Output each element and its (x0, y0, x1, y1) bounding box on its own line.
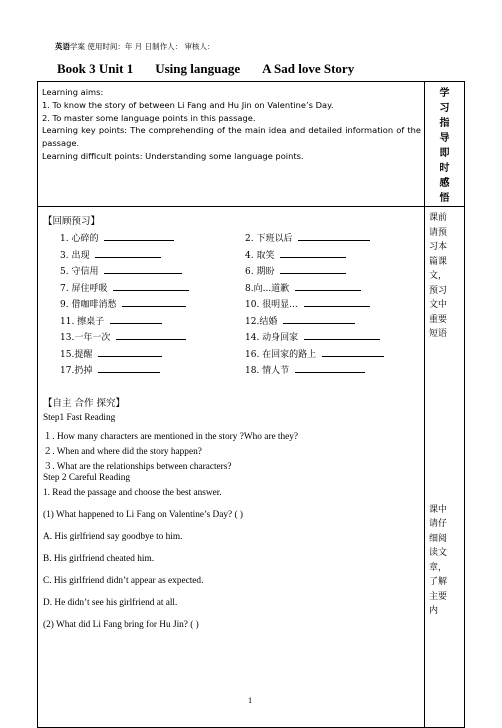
vocab-item (245, 347, 430, 364)
vocab-label: 18. 情人节 (245, 366, 290, 376)
answer-blank[interactable] (104, 231, 174, 241)
vocab-label: 16. 在回家的路上 (245, 349, 317, 360)
vocab-item (245, 231, 430, 248)
fast-question-3: ３. What are the relationships between characters? (43, 462, 232, 472)
vocab-row (60, 231, 430, 248)
vocab-label: 10. 很明显... (245, 300, 298, 310)
vocab-row (60, 330, 430, 347)
page-title (57, 61, 354, 77)
header-line (55, 41, 215, 52)
side-header-char: 即 (439, 148, 450, 159)
vocab-item (60, 231, 245, 248)
vocab-label: 14. 动身回家 (245, 333, 299, 343)
answer-blank[interactable] (298, 231, 370, 241)
answer-blank[interactable] (280, 248, 346, 258)
aims-line: Learning key points: The comprehending of the main idea and detailed information of the passage. (42, 125, 421, 149)
answer-blank[interactable] (283, 314, 355, 324)
vocab-item (245, 281, 430, 298)
side-header-char: 习 (439, 103, 450, 114)
aims-line: 2. To master some language points in this passage. (42, 112, 256, 123)
vocab-item (60, 264, 245, 281)
vocab-label: 11. 擦桌子 (60, 316, 105, 327)
answer-blank[interactable] (116, 330, 186, 340)
option-b: B. His girlfriend cheated him. (43, 554, 155, 564)
answer-blank[interactable] (98, 363, 160, 373)
side-note-line: 了解 (429, 577, 448, 587)
side-note-line: 预习 (429, 285, 448, 296)
vocab-item (60, 248, 245, 265)
vocab-item (245, 363, 430, 380)
side-header-char: 感 (439, 178, 450, 189)
vocab-label: 2. 下班以后 (245, 234, 293, 244)
side-note-line: 重要 (429, 314, 448, 325)
vocab-item (245, 264, 430, 281)
answer-blank[interactable] (304, 297, 370, 307)
mc-question-1: (1) What happened to Li Fang on Valentine’s Day? ( ) (43, 510, 244, 520)
vocab-row (60, 297, 430, 314)
title-book: Book 3 Unit 1 (57, 61, 134, 76)
vocab-label: 1. 心碎的 (60, 234, 99, 244)
vocab-item (60, 281, 245, 298)
vocab-row (60, 363, 430, 380)
aims-line: Learning aims: (42, 87, 104, 97)
side-header-char: 学 (439, 88, 450, 99)
vocab-item (245, 314, 430, 331)
side-note-line: 主要 (429, 591, 448, 602)
mc-question-2: (2) What did Li Fang bring for Hu Jin? ( ) (43, 620, 199, 630)
vocab-label: 6. 期盼 (245, 267, 275, 277)
step1-label: Step1 Fast Reading (43, 413, 116, 423)
side-note-line: 课前 (429, 213, 448, 223)
aims-line: Learning difficult points: Understanding some language points. (42, 150, 304, 161)
vocab-item (245, 330, 430, 347)
side-note-line: 篇课 (429, 256, 448, 267)
vocab-label: 8.向...道歉 (245, 283, 290, 294)
vocab-row (60, 314, 430, 331)
option-c: C. His girlfriend didn’t appear as expected. (43, 576, 204, 586)
fast-question-1: １. How many characters are mentioned in the story ?Who are they? (43, 432, 299, 442)
vocab-label: 13.一年一次 (60, 333, 111, 343)
vocab-label: 4. 取笑 (245, 250, 275, 261)
vocab-label: 3. 出现 (60, 250, 90, 261)
vocab-item (60, 330, 245, 347)
vocab-item (60, 314, 245, 331)
side-header-char: 导 (439, 133, 450, 144)
vocab-label: 17.扔掉 (60, 366, 93, 376)
title-story: A Sad love Story (262, 61, 355, 76)
side-header (425, 82, 464, 206)
side-note-line: 文中 (429, 300, 448, 310)
answer-blank[interactable] (280, 264, 346, 274)
side-header-char: 指 (439, 118, 450, 129)
side-note-line: 读文 (429, 548, 448, 558)
vocab-row (60, 248, 430, 265)
vocab-label: 5. 守信用 (60, 267, 99, 277)
side-note-line: 课中 (429, 504, 448, 515)
side-note-line: 细阅 (429, 533, 448, 544)
vocab-item (60, 363, 245, 380)
vocab-item (245, 248, 430, 265)
side-header-cell (425, 82, 465, 207)
side-note-line: 内 (429, 606, 439, 616)
vocab-item (245, 297, 430, 314)
step2-label: Step 2 Careful Reading (43, 473, 131, 483)
side-note-line: 请仔 (429, 519, 448, 529)
fast-question-2: ２. When and where did the story happen? (43, 447, 202, 457)
vocab-list (60, 231, 430, 380)
preview-heading: 【回顾预习】 (43, 216, 101, 227)
page-number: 1 (248, 697, 253, 705)
answer-blank[interactable] (295, 363, 365, 373)
side-note-line: 习本 (429, 242, 448, 252)
careful-instruction: 1. Read the passage and choose the best answer. (43, 488, 222, 498)
aims-cell (38, 82, 425, 207)
aims-line: 1. To know the story of between Li Fang and Hu Jin on Valentine’s Day. (42, 99, 334, 110)
vocab-label: 9. 借咖啡消愁 (60, 300, 117, 310)
content-cell (38, 207, 425, 728)
vocab-row (60, 264, 430, 281)
option-d: D. He didn’t see his girlfriend at all. (43, 598, 178, 608)
side-header-char: 时 (439, 163, 450, 174)
side-note-line: 短语 (429, 329, 448, 339)
vocab-label: 15.提醒 (60, 349, 93, 360)
side-header-char: 悟 (439, 193, 450, 204)
header-rest: 学案 使用时间：年 月 日制作人： 审核人： (70, 42, 215, 51)
header-subject: 英语 (55, 42, 70, 51)
vocab-row (60, 347, 430, 364)
answer-blank[interactable] (322, 347, 384, 357)
vocab-label: 7. 屏住呼吸 (60, 283, 108, 294)
title-topic: Using language (155, 61, 241, 76)
answer-blank[interactable] (122, 297, 186, 307)
answer-blank[interactable] (110, 314, 162, 324)
answer-blank[interactable] (295, 281, 361, 291)
vocab-item (60, 347, 245, 364)
answer-blank[interactable] (98, 347, 162, 357)
vocab-row (60, 281, 430, 298)
vocab-label: 12.结婚 (245, 316, 278, 327)
vocab-item (60, 297, 245, 314)
side-note-line: 章， (429, 562, 448, 573)
side-note-line: 文， (429, 271, 448, 281)
side-notes-cell (425, 207, 465, 728)
explore-heading: 【自主 合作 探究】 (43, 398, 126, 409)
answer-blank[interactable] (304, 330, 380, 340)
answer-blank[interactable] (95, 248, 161, 258)
learning-aims (38, 82, 424, 205)
worksheet-table (37, 81, 465, 728)
answer-blank[interactable] (113, 281, 189, 291)
answer-blank[interactable] (104, 264, 182, 274)
option-a: A. His girlfriend say goodbye to him. (43, 532, 183, 542)
preview-side-note (425, 207, 464, 342)
side-note-line: 请预 (429, 227, 448, 238)
explore-side-note (425, 503, 464, 619)
